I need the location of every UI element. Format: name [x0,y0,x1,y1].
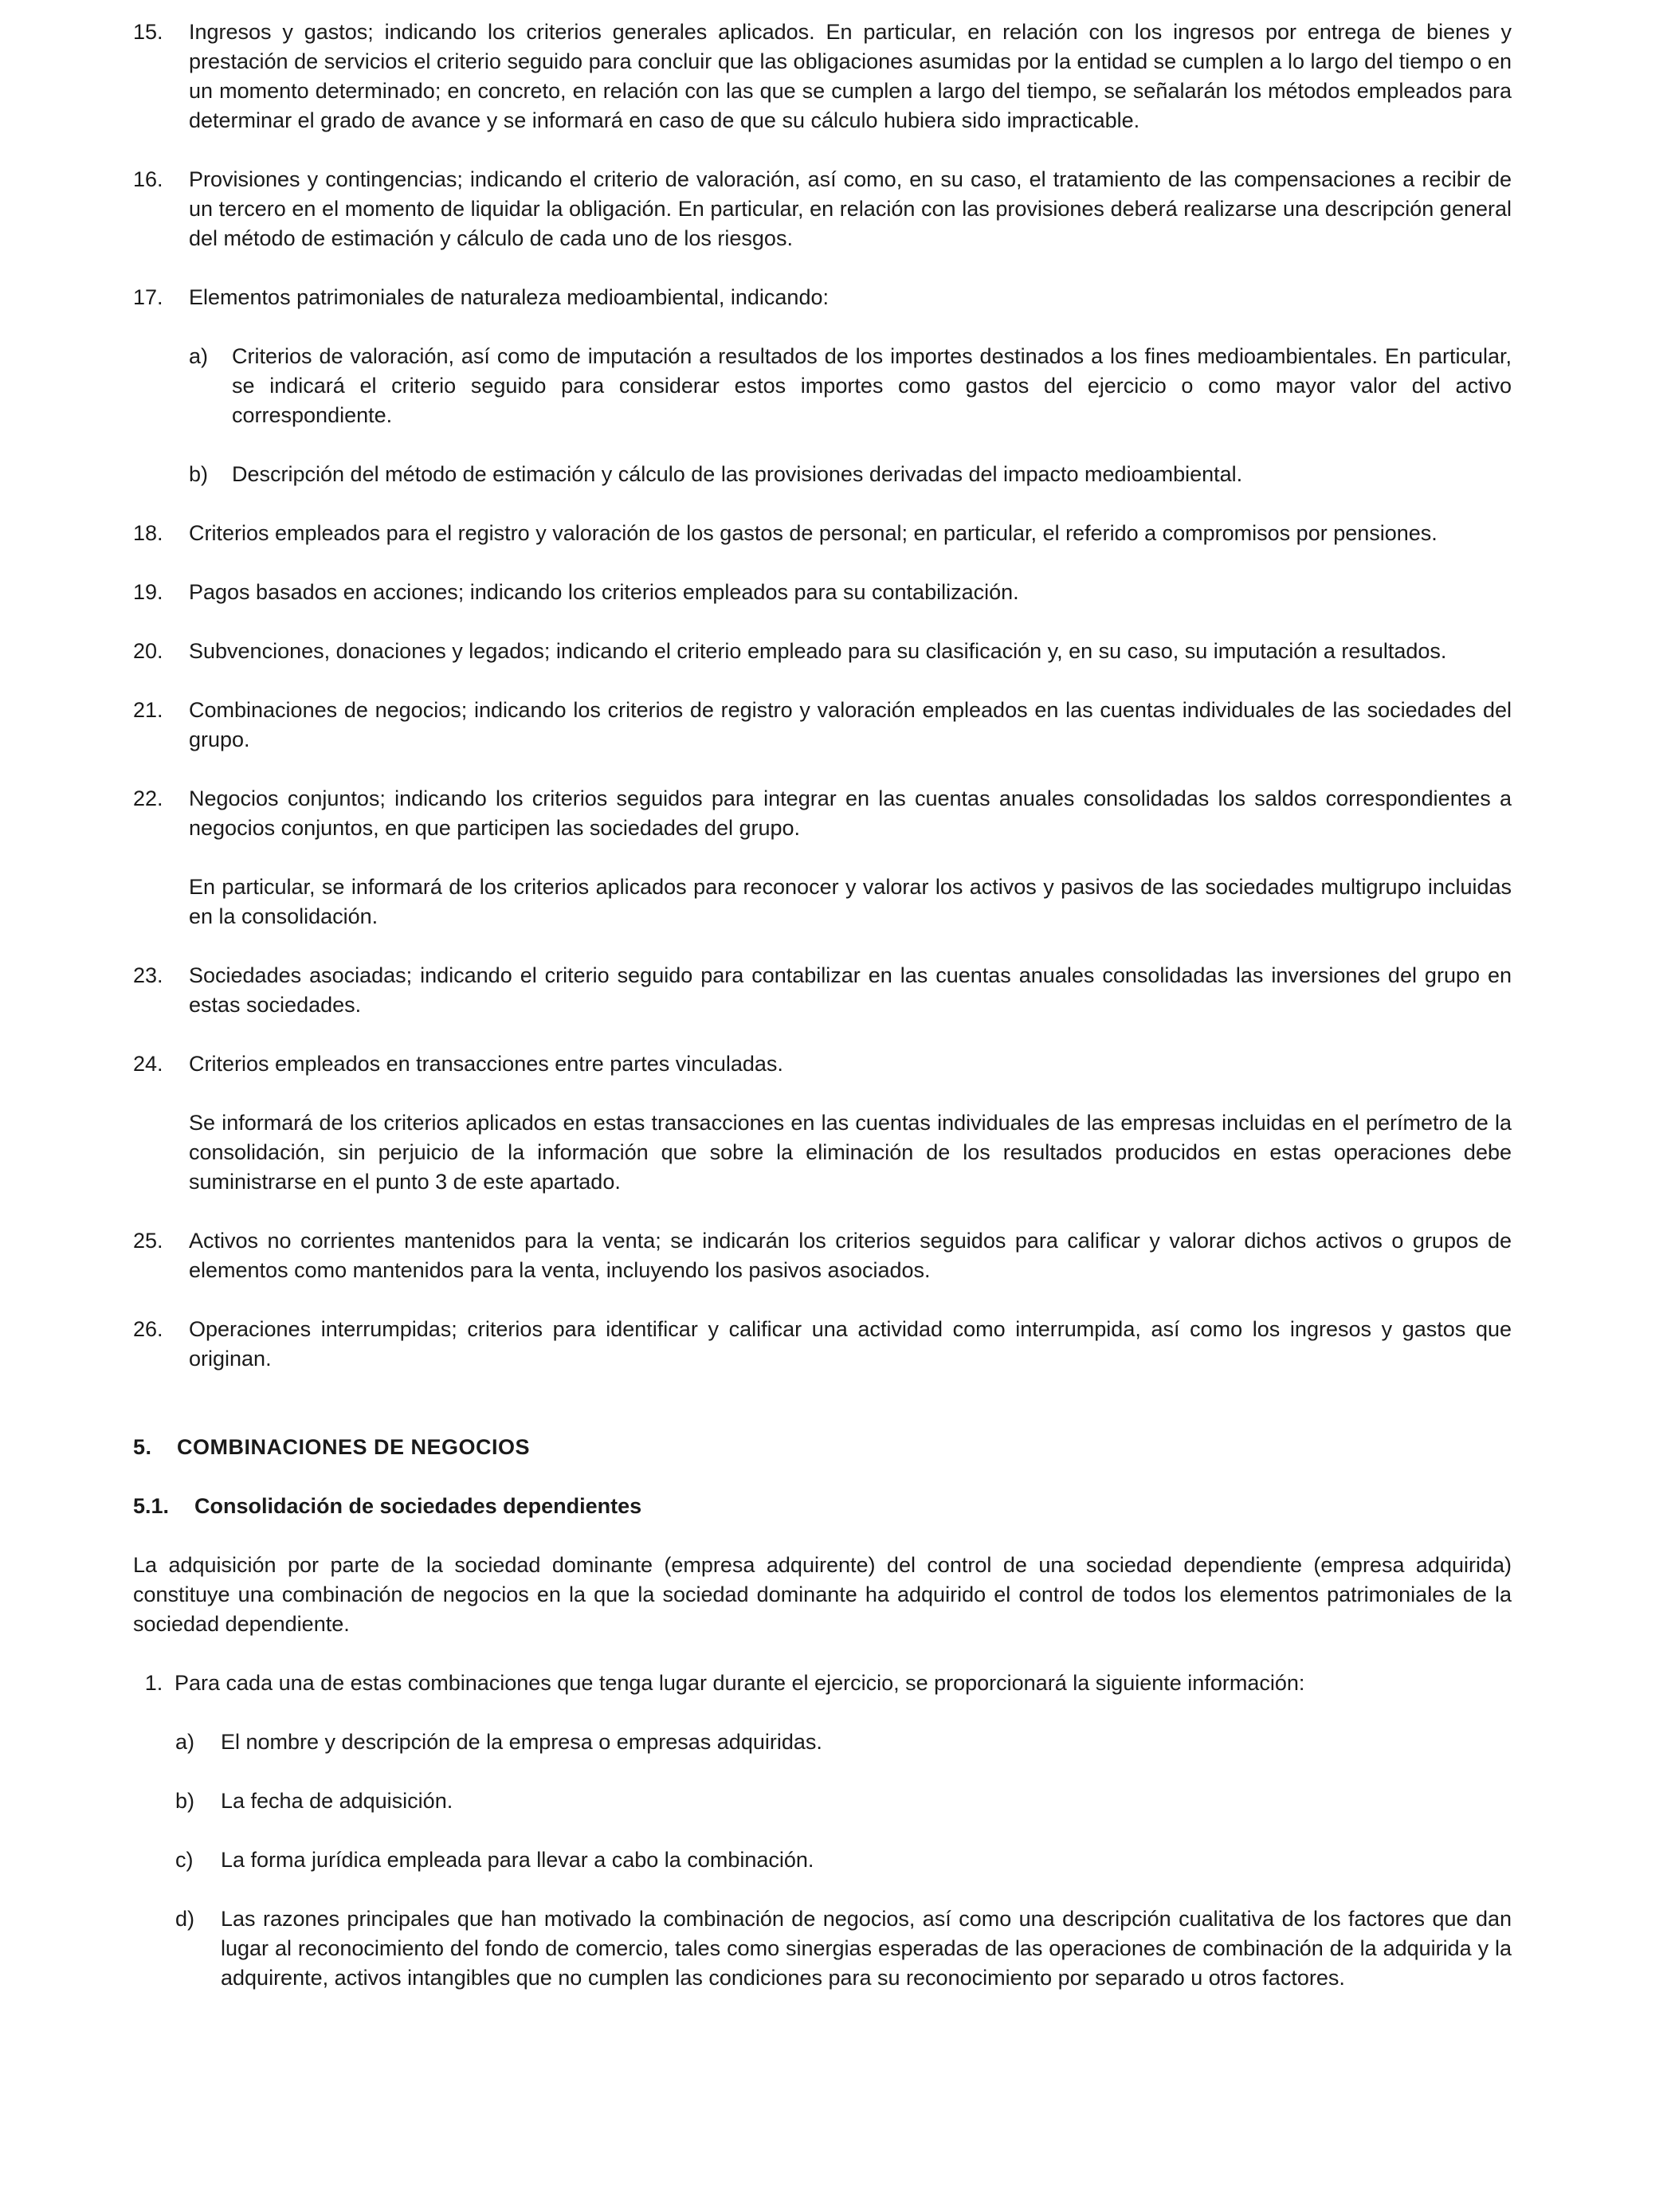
item-text: Criterios empleados para el registro y valoración de los gastos de personal; en particular, el referido a compromisos por pensiones. [189,521,1438,545]
subsection-title: Consolidación de sociedades dependientes [194,1494,642,1518]
sub-item-1b [133,1786,1512,1816]
sub-item-letter: c) [175,1848,194,1872]
list-item-22 [133,784,1512,931]
list-item-18 [133,519,1512,548]
item-number: 21. [133,698,163,722]
item-text: Provisiones y contingencias; indicando el criterio de valoración, así como, en su caso, el tratamiento de las compensaciones a recibir de un tercero en el momento de liquidar la obligación. En particular, en relación con las provisiones deberá realizarse una descripción general del método de estimación y cálculo de cada uno de los riesgos. [189,167,1512,250]
sub-item-text: Las razones principales que han motivado la combinación de negocios, así como una descripción cualitativa de los factores que dan lugar al reconocimiento del fondo de comercio, tales como sinergias esperadas de las operaciones de combinación de la adquirida y la adquirente, activos intangibles que no cumplen las condiciones para su reconocimiento por separado u otros factores. [221,1907,1512,1990]
item-number: 16. [133,167,163,191]
sub-item-1c [133,1845,1512,1875]
item-text: Criterios empleados en transacciones entre partes vinculadas. [189,1052,783,1076]
item-extra-paragraph: Se informará de los criterios aplicados en estas transacciones en las cuentas individuales de las empresas incluidas en el perímetro de la consolidación, sin perjuicio de la información que sobre la eliminación de los resultados producidos en estas operaciones debe suministrarse en el punto 3 de este apartado. [189,1111,1512,1194]
item-number: 25. [133,1229,163,1253]
item-number: 17. [133,285,163,309]
sub-item-17a [133,342,1512,430]
item-number: 23. [133,963,163,987]
subsection-heading [133,1492,1512,1521]
sub-item-17b [133,460,1512,489]
item-text: Negocios conjuntos; indicando los criterios seguidos para integrar en las cuentas anuales consolidadas los saldos correspondientes a negocios conjuntos, en que participen las sociedades del grupo. [189,786,1512,840]
sub-item-1d [133,1904,1512,1993]
item-extra-paragraph: En particular, se informará de los criterios aplicados para reconocer y valorar los activos y pasivos de las sociedades multigrupo incluidas en la consolidación. [189,875,1512,928]
item-text: Combinaciones de negocios; indicando los criterios de registro y valoración empleados en las cuentas individuales de las sociedades del grupo. [189,698,1512,751]
item-number: 24. [133,1052,163,1076]
list-item-23 [133,961,1512,1020]
sub-item-1a [133,1728,1512,1757]
sub-item-text: La fecha de adquisición. [221,1789,453,1813]
sub-item-text: La forma jurídica empleada para llevar a cabo la combinación. [221,1848,814,1872]
sub-item-letter: a) [189,344,209,368]
sub-item-letter: a) [175,1730,195,1754]
list-item-15 [133,18,1512,135]
section-heading [133,1433,1512,1462]
item-number: 1. [144,1671,163,1695]
list-item-20 [133,637,1512,666]
section-title: COMBINACIONES DE NEGOCIOS [177,1435,531,1459]
section-number: 5. [133,1435,152,1459]
item-number: 20. [133,639,163,663]
item-text: Sociedades asociadas; indicando el criterio seguido para contabilizar en las cuentas anuales consolidadas las inversiones del grupo en estas sociedades. [189,963,1512,1017]
list-item-16 [133,165,1512,253]
item-text: Activos no corrientes mantenidos para la venta; se indicarán los criterios seguidos para calificar y valorar dichos activos o grupos de elementos como mantenidos para la venta, incluyendo los pasivos asociados. [189,1229,1512,1282]
list-item-24 [133,1049,1512,1197]
item-text: Elementos patrimoniales de naturaleza medioambiental, indicando: [189,285,829,309]
list-item-17 [133,283,1512,312]
item-number: 15. [133,20,163,44]
sub-item-letter: b) [175,1789,195,1813]
item-text: Pagos basados en acciones; indicando los criterios empleados para su contabilización. [189,580,1019,604]
item-number: 19. [133,580,163,604]
sub-item-text: Descripción del método de estimación y cálculo de las provisiones derivadas del impacto medioambiental. [232,462,1243,486]
item-text: Para cada una de estas combinaciones que tenga lugar durante el ejercicio, se proporcionará la siguiente información: [175,1671,1305,1695]
sub-item-letter: b) [189,462,209,486]
item-text: Ingresos y gastos; indicando los criterios generales aplicados. En particular, en relación con los ingresos por entrega de bienes y prestación de servicios el criterio seguido para concluir que las obligaciones asumidas por la entidad se cumplen a lo largo del tiempo o en un momento determinado; en concreto, en relación con las que se cumplen a largo del tiempo, se señalarán los métodos empleados para determinar el grado de avance y se informará en caso de que su cálculo hubiera sido impracticable. [189,20,1512,132]
item-number: 22. [133,786,163,810]
item-number: 26. [133,1317,163,1341]
item-number: 18. [133,521,163,545]
list-item-25 [133,1226,1512,1285]
sub-item-letter: d) [175,1907,195,1931]
item-text: Subvenciones, donaciones y legados; indicando el criterio empleado para su clasificación y, en su caso, su imputación a resultados. [189,639,1447,663]
item-text: Operaciones interrumpidas; criterios para identificar y calificar una actividad como interrumpida, así como los ingresos y gastos que originan. [189,1317,1512,1371]
list-item-point-1 [133,1669,1512,1698]
sub-item-text: Criterios de valoración, así como de imputación a resultados de los importes destinados a los fines medioambientales. En particular, se indicará el criterio seguido para considerar estos importes como gastos del ejercicio o como mayor valor del activo correspondiente. [232,344,1512,427]
subsection-number: 5.1. [133,1494,170,1518]
list-item-26 [133,1315,1512,1374]
list-item-19 [133,578,1512,607]
intro-paragraph: La adquisición por parte de la sociedad dominante (empresa adquirente) del control de una sociedad dependiente (empresa adquirida) constituye una combinación de negocios en la que la sociedad dominante ha adquirido el control de todos los elementos patrimoniales de la sociedad dependiente. [133,1553,1512,1636]
list-item-21 [133,696,1512,755]
document-page [133,18,1512,2022]
sub-item-text: El nombre y descripción de la empresa o empresas adquiridas. [221,1730,822,1754]
